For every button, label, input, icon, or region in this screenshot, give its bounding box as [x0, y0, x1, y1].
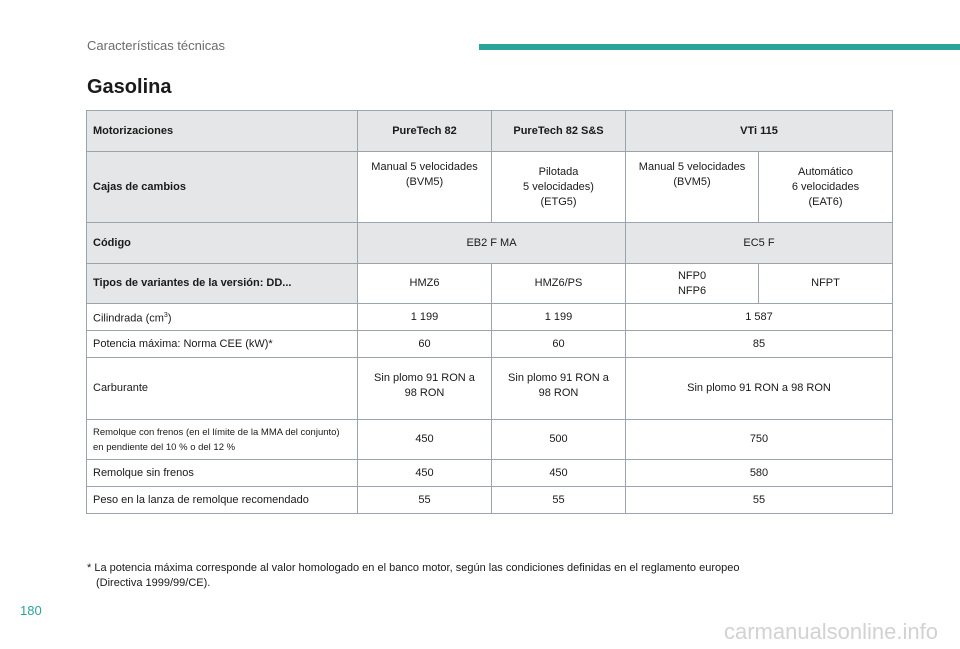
table-cell: 1 199: [358, 304, 492, 331]
header-accent-bar: [479, 44, 960, 50]
section-header: Características técnicas: [87, 38, 225, 53]
table-cell: EC5 F: [626, 223, 893, 264]
table-cell: 580: [626, 460, 893, 487]
table-row-braked-trailer: [87, 420, 893, 460]
table-row-power: [87, 331, 893, 358]
page-number: 180: [20, 603, 42, 618]
watermark: carmanualsonline.info: [723, 619, 938, 644]
page-title: Gasolina: [87, 76, 172, 98]
table-row-displacement: [87, 304, 893, 331]
row-label: Potencia máxima: Norma CEE (kW)*: [87, 331, 358, 358]
table-row-fuel: [87, 358, 893, 420]
table-cell: HMZ6/PS: [492, 264, 626, 304]
table-cell: Pilotada 5 velocidades) (ETG5): [492, 152, 626, 223]
footnote: * La potencia máxima corresponde al valor homologado en el banco motor, según las condiciones definidas en el reglamento europeo (Directiva 1999/99/CE).: [87, 562, 740, 589]
table-cell: 1 587: [626, 304, 893, 331]
row-label: Tipos de variantes de la versión: DD...: [87, 264, 358, 304]
header-cell: PureTech 82 S&S: [492, 111, 626, 152]
table-cell: EB2 F MA: [358, 223, 626, 264]
row-label: Código: [87, 223, 358, 264]
row-label: Cajas de cambios: [87, 152, 358, 223]
table-cell: Automático 6 velocidades (EAT6): [759, 152, 893, 223]
table-cell: Manual 5 velocidades (BVM5): [626, 152, 759, 223]
table-cell: 60: [492, 331, 626, 358]
row-label: Remolque con frenos (en el límite de la MMA del conjunto) en pendiente del 10 % o del 12 %: [87, 420, 358, 460]
table-cell: Sin plomo 91 RON a 98 RON: [358, 358, 492, 420]
header-cell: Motorizaciones: [87, 111, 358, 152]
table-cell: 60: [358, 331, 492, 358]
header-cell: VTi 115: [626, 111, 893, 152]
table-row-unbraked-trailer: [87, 460, 893, 487]
table-cell: 55: [358, 487, 492, 514]
row-label: Peso en la lanza de remolque recomendado: [87, 487, 358, 514]
table-cell: 450: [358, 460, 492, 487]
table-cell: NFPT: [759, 264, 893, 304]
table-cell: Manual 5 velocidades (BVM5): [358, 152, 492, 223]
row-label: Cilindrada $(cm^3)$: [87, 304, 358, 331]
row-label: Carburante: [87, 358, 358, 420]
table-cell: 450: [492, 460, 626, 487]
table-cell: 85: [626, 331, 893, 358]
spec-table: [86, 110, 893, 514]
table-row-variants: [87, 264, 893, 304]
table-cell: NFP0 NFP6: [626, 264, 759, 304]
table-cell: 55: [626, 487, 893, 514]
table-row-engines: [87, 111, 893, 152]
table-cell: 1 199: [492, 304, 626, 331]
table-cell: 750: [626, 420, 893, 460]
table-row-code: [87, 223, 893, 264]
table-cell: Sin plomo 91 RON a 98 RON: [492, 358, 626, 420]
table-cell: 500: [492, 420, 626, 460]
header-cell: PureTech 82: [358, 111, 492, 152]
table-row-towbar-weight: [87, 487, 893, 514]
table-row-gearbox: [87, 152, 893, 223]
table-cell: 450: [358, 420, 492, 460]
row-label: Remolque sin frenos: [87, 460, 358, 487]
table-cell: 55: [492, 487, 626, 514]
table-cell: Sin plomo 91 RON a 98 RON: [626, 358, 893, 420]
table-cell: HMZ6: [358, 264, 492, 304]
